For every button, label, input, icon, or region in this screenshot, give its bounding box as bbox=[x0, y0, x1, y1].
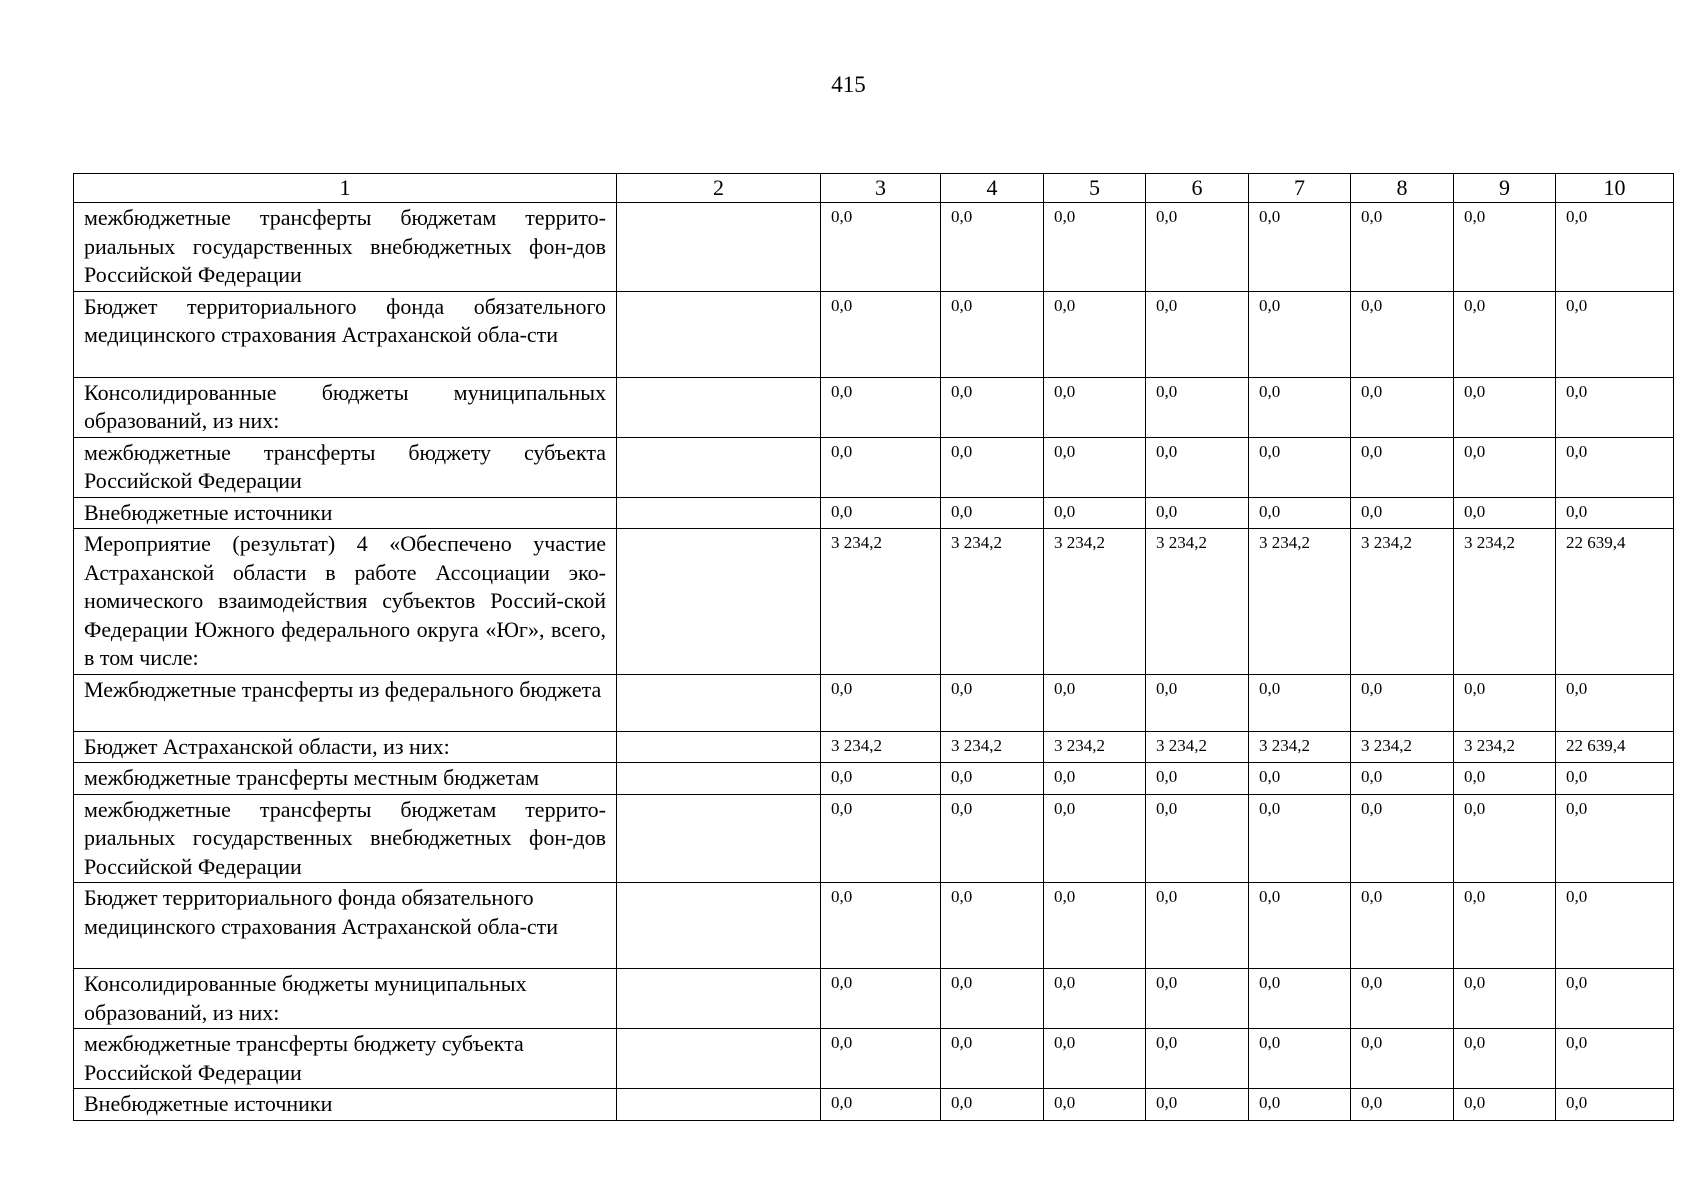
value-cell: 22 639,4 bbox=[1556, 731, 1674, 763]
value-cell: 0,0 bbox=[1454, 1029, 1556, 1089]
value-cell: 0,0 bbox=[1351, 377, 1454, 437]
value-cell: 3 234,2 bbox=[1146, 529, 1249, 675]
value-cell: 0,0 bbox=[1249, 763, 1351, 795]
value-cell: 0,0 bbox=[1556, 203, 1674, 292]
value-cell: 0,0 bbox=[1146, 497, 1249, 529]
table-row bbox=[74, 794, 1674, 883]
value-cell: 0,0 bbox=[1044, 497, 1146, 529]
table-row bbox=[74, 377, 1674, 437]
table-row bbox=[74, 291, 1674, 377]
value-cell: 0,0 bbox=[821, 291, 941, 377]
row-label: Бюджет территориального фонда обязательного медицинского страхования Астраханской обла-сти bbox=[74, 291, 617, 377]
value-cell: 0,0 bbox=[1146, 203, 1249, 292]
value-cell: 0,0 bbox=[1249, 497, 1351, 529]
value-cell: 0,0 bbox=[1044, 291, 1146, 377]
value-cell: 0,0 bbox=[1454, 794, 1556, 883]
value-cell: 0,0 bbox=[1249, 969, 1351, 1029]
value-cell: 0,0 bbox=[1249, 883, 1351, 969]
value-cell: 0,0 bbox=[1044, 969, 1146, 1029]
value-cell: 0,0 bbox=[1454, 1089, 1556, 1121]
row-col2 bbox=[617, 1089, 821, 1121]
row-label: межбюджетные трансферты бюджету субъекта Российской Федерации bbox=[74, 437, 617, 497]
value-cell: 0,0 bbox=[941, 437, 1044, 497]
value-cell: 0,0 bbox=[941, 1089, 1044, 1121]
value-cell: 0,0 bbox=[1146, 1089, 1249, 1121]
row-label: межбюджетные трансферты бюджетам террито-риальных государственных внебюджетных фон-дов Российской Федерации bbox=[74, 203, 617, 292]
row-label: Бюджет территориального фонда обязательного медицинского страхования Астраханской обла-сти bbox=[74, 883, 617, 969]
value-cell: 0,0 bbox=[1556, 497, 1674, 529]
value-cell: 0,0 bbox=[1044, 763, 1146, 795]
column-header: 10 bbox=[1556, 174, 1674, 203]
column-header: 9 bbox=[1454, 174, 1556, 203]
row-label: Внебюджетные источники bbox=[74, 497, 617, 529]
value-cell: 0,0 bbox=[1556, 291, 1674, 377]
value-cell: 0,0 bbox=[1351, 794, 1454, 883]
value-cell: 0,0 bbox=[1351, 291, 1454, 377]
budget-table bbox=[73, 173, 1674, 1121]
value-cell: 0,0 bbox=[821, 1089, 941, 1121]
value-cell: 0,0 bbox=[1351, 1089, 1454, 1121]
row-col2 bbox=[617, 203, 821, 292]
table-row bbox=[74, 1089, 1674, 1121]
row-label: Мероприятие (результат) 4 «Обеспечено участие Астраханской области в работе Ассоциации эко-номического взаимодействия субъектов Россий-ской Федерации Южного федерального округа «Юг», всего, в том числе: bbox=[74, 529, 617, 675]
value-cell: 0,0 bbox=[1146, 794, 1249, 883]
value-cell: 0,0 bbox=[821, 497, 941, 529]
value-cell: 0,0 bbox=[821, 203, 941, 292]
column-header: 4 bbox=[941, 174, 1044, 203]
value-cell: 0,0 bbox=[821, 437, 941, 497]
value-cell: 0,0 bbox=[1249, 794, 1351, 883]
value-cell: 0,0 bbox=[1146, 883, 1249, 969]
value-cell: 0,0 bbox=[1454, 674, 1556, 731]
value-cell: 3 234,2 bbox=[941, 529, 1044, 675]
table-row bbox=[74, 674, 1674, 731]
value-cell: 0,0 bbox=[1351, 1029, 1454, 1089]
value-cell: 0,0 bbox=[1454, 969, 1556, 1029]
table-row bbox=[74, 763, 1674, 795]
column-header: 8 bbox=[1351, 174, 1454, 203]
row-label: Консолидированные бюджеты муниципальных образований, из них: bbox=[74, 969, 617, 1029]
table-row bbox=[74, 203, 1674, 292]
row-col2 bbox=[617, 883, 821, 969]
value-cell: 0,0 bbox=[1146, 674, 1249, 731]
page-number: 415 bbox=[831, 72, 866, 97]
table-row bbox=[74, 529, 1674, 675]
value-cell: 0,0 bbox=[821, 794, 941, 883]
value-cell: 0,0 bbox=[1556, 883, 1674, 969]
value-cell: 0,0 bbox=[1351, 969, 1454, 1029]
value-cell: 3 234,2 bbox=[1249, 731, 1351, 763]
table-row bbox=[74, 1029, 1674, 1089]
value-cell: 0,0 bbox=[941, 377, 1044, 437]
value-cell: 0,0 bbox=[1249, 291, 1351, 377]
row-col2 bbox=[617, 529, 821, 675]
value-cell: 0,0 bbox=[1044, 437, 1146, 497]
value-cell: 3 234,2 bbox=[821, 731, 941, 763]
value-cell: 0,0 bbox=[1146, 969, 1249, 1029]
value-cell: 3 234,2 bbox=[1044, 731, 1146, 763]
row-col2 bbox=[617, 674, 821, 731]
value-cell: 0,0 bbox=[941, 794, 1044, 883]
value-cell: 3 234,2 bbox=[1351, 731, 1454, 763]
row-label: межбюджетные трансферты бюджету субъекта Российской Федерации bbox=[74, 1029, 617, 1089]
value-cell: 0,0 bbox=[1044, 794, 1146, 883]
value-cell: 3 234,2 bbox=[1351, 529, 1454, 675]
value-cell: 0,0 bbox=[1044, 674, 1146, 731]
value-cell: 0,0 bbox=[1454, 291, 1556, 377]
value-cell: 0,0 bbox=[1249, 203, 1351, 292]
value-cell: 0,0 bbox=[941, 763, 1044, 795]
value-cell: 0,0 bbox=[821, 763, 941, 795]
table-row bbox=[74, 883, 1674, 969]
row-col2 bbox=[617, 1029, 821, 1089]
value-cell: 3 234,2 bbox=[1249, 529, 1351, 675]
value-cell: 0,0 bbox=[821, 969, 941, 1029]
value-cell: 0,0 bbox=[1249, 377, 1351, 437]
table-row bbox=[74, 437, 1674, 497]
value-cell: 0,0 bbox=[1044, 1029, 1146, 1089]
value-cell: 0,0 bbox=[1556, 794, 1674, 883]
value-cell: 22 639,4 bbox=[1556, 529, 1674, 675]
column-header: 5 bbox=[1044, 174, 1146, 203]
value-cell: 0,0 bbox=[821, 377, 941, 437]
value-cell: 0,0 bbox=[1454, 763, 1556, 795]
row-col2 bbox=[617, 437, 821, 497]
row-col2 bbox=[617, 794, 821, 883]
value-cell: 3 234,2 bbox=[821, 529, 941, 675]
row-col2 bbox=[617, 291, 821, 377]
value-cell: 0,0 bbox=[1146, 291, 1249, 377]
table-row bbox=[74, 731, 1674, 763]
value-cell: 0,0 bbox=[941, 291, 1044, 377]
value-cell: 0,0 bbox=[1454, 377, 1556, 437]
value-cell: 0,0 bbox=[1146, 437, 1249, 497]
value-cell: 0,0 bbox=[1146, 1029, 1249, 1089]
table-row bbox=[74, 969, 1674, 1029]
value-cell: 0,0 bbox=[1249, 437, 1351, 497]
value-cell: 3 234,2 bbox=[1454, 529, 1556, 675]
value-cell: 0,0 bbox=[1556, 674, 1674, 731]
row-label: Внебюджетные источники bbox=[74, 1089, 617, 1121]
column-header: 6 bbox=[1146, 174, 1249, 203]
value-cell: 0,0 bbox=[821, 1029, 941, 1089]
value-cell: 0,0 bbox=[1249, 1029, 1351, 1089]
value-cell: 0,0 bbox=[1556, 377, 1674, 437]
value-cell: 0,0 bbox=[1044, 883, 1146, 969]
value-cell: 0,0 bbox=[941, 1029, 1044, 1089]
value-cell: 0,0 bbox=[1454, 437, 1556, 497]
value-cell: 0,0 bbox=[1249, 1089, 1351, 1121]
value-cell: 0,0 bbox=[1249, 674, 1351, 731]
value-cell: 0,0 bbox=[1044, 1089, 1146, 1121]
row-label: межбюджетные трансферты местным бюджетам bbox=[74, 763, 617, 795]
value-cell: 0,0 bbox=[1556, 1029, 1674, 1089]
value-cell: 0,0 bbox=[941, 969, 1044, 1029]
row-label: межбюджетные трансферты бюджетам террито-риальных государственных внебюджетных фон-дов Российской Федерации bbox=[74, 794, 617, 883]
column-header: 3 bbox=[821, 174, 941, 203]
value-cell: 0,0 bbox=[1351, 203, 1454, 292]
row-col2 bbox=[617, 377, 821, 437]
column-header: 2 bbox=[617, 174, 821, 203]
value-cell: 0,0 bbox=[1556, 437, 1674, 497]
value-cell: 0,0 bbox=[941, 203, 1044, 292]
value-cell: 0,0 bbox=[1351, 674, 1454, 731]
value-cell: 0,0 bbox=[821, 883, 941, 969]
value-cell: 0,0 bbox=[1351, 763, 1454, 795]
value-cell: 0,0 bbox=[941, 674, 1044, 731]
value-cell: 3 234,2 bbox=[1044, 529, 1146, 675]
column-header: 7 bbox=[1249, 174, 1351, 203]
value-cell: 3 234,2 bbox=[1146, 731, 1249, 763]
column-header: 1 bbox=[74, 174, 617, 203]
row-label: Бюджет Астраханской области, из них: bbox=[74, 731, 617, 763]
value-cell: 0,0 bbox=[1351, 883, 1454, 969]
row-label: Межбюджетные трансферты из федерального бюджета bbox=[74, 674, 617, 731]
header-row bbox=[74, 174, 1674, 203]
row-col2 bbox=[617, 969, 821, 1029]
value-cell: 0,0 bbox=[1454, 497, 1556, 529]
value-cell: 0,0 bbox=[1454, 883, 1556, 969]
row-col2 bbox=[617, 497, 821, 529]
row-label: Консолидированные бюджеты муниципальных образований, из них: bbox=[74, 377, 617, 437]
value-cell: 0,0 bbox=[941, 497, 1044, 529]
value-cell: 0,0 bbox=[1044, 203, 1146, 292]
value-cell: 0,0 bbox=[1044, 377, 1146, 437]
value-cell: 0,0 bbox=[941, 883, 1044, 969]
value-cell: 3 234,2 bbox=[1454, 731, 1556, 763]
value-cell: 0,0 bbox=[1556, 969, 1674, 1029]
value-cell: 0,0 bbox=[1146, 763, 1249, 795]
table-row bbox=[74, 497, 1674, 529]
value-cell: 3 234,2 bbox=[941, 731, 1044, 763]
value-cell: 0,0 bbox=[1454, 203, 1556, 292]
row-col2 bbox=[617, 763, 821, 795]
value-cell: 0,0 bbox=[1556, 1089, 1674, 1121]
value-cell: 0,0 bbox=[821, 674, 941, 731]
row-col2 bbox=[617, 731, 821, 763]
value-cell: 0,0 bbox=[1146, 377, 1249, 437]
value-cell: 0,0 bbox=[1351, 437, 1454, 497]
value-cell: 0,0 bbox=[1351, 497, 1454, 529]
value-cell: 0,0 bbox=[1556, 763, 1674, 795]
